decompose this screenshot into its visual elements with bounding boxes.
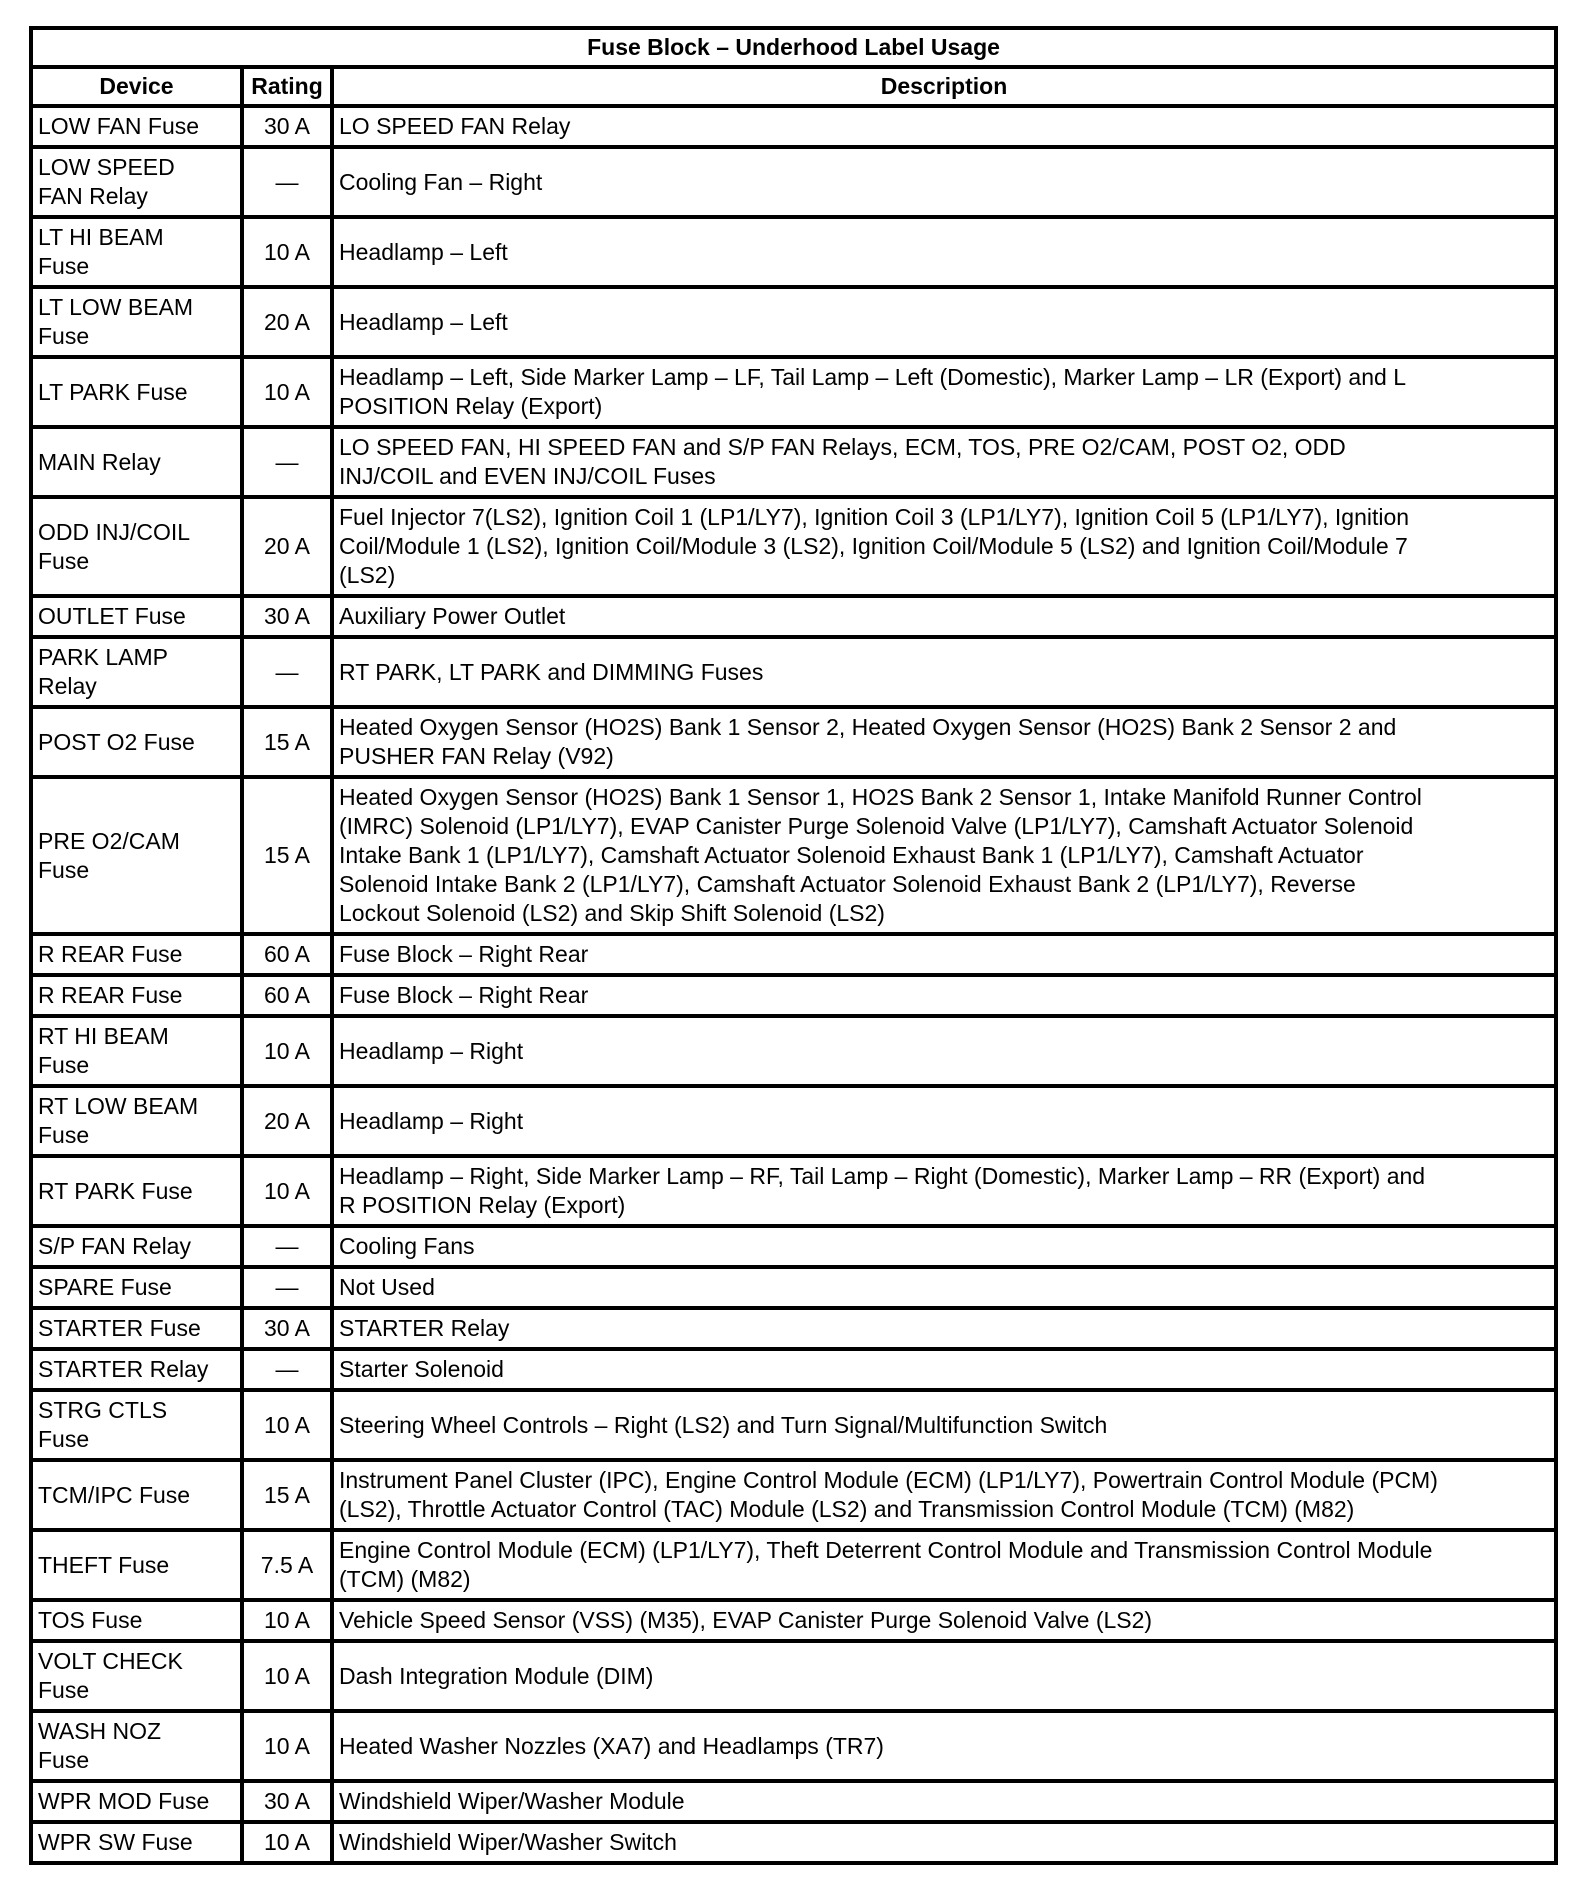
header-description: Description xyxy=(332,67,1556,106)
device-cell-line: TCM/IPC Fuse xyxy=(38,1481,191,1508)
device-cell-line: MAIN Relay xyxy=(38,448,161,475)
device-cell xyxy=(31,637,242,707)
table-row xyxy=(31,1390,1556,1460)
description-cell-line: Instrument Panel Cluster (IPC), Engine Control Module (ECM) (LP1/LY7), Powertrain Control Module (PCM) xyxy=(339,1467,1438,1493)
device-cell xyxy=(31,106,242,147)
description-cell xyxy=(332,357,1556,427)
device-cell xyxy=(31,1308,242,1349)
table-row xyxy=(31,1460,1556,1530)
description-cell xyxy=(332,1781,1556,1822)
description-cell-line: STARTER Relay xyxy=(339,1315,510,1341)
table-row xyxy=(31,1822,1556,1863)
table-row xyxy=(31,1016,1556,1086)
device-cell-line: PARK LAMP xyxy=(38,644,168,670)
table-row xyxy=(31,497,1556,596)
device-cell-line: WPR MOD Fuse xyxy=(38,1788,210,1814)
description-cell-line: POSITION Relay (Export) xyxy=(339,393,603,419)
description-cell-line: Cooling Fans xyxy=(339,1233,475,1259)
table-row xyxy=(31,1530,1556,1600)
device-cell xyxy=(31,147,242,217)
header-device: Device xyxy=(31,67,242,106)
description-cell-line: Engine Control Module (ECM) (LP1/LY7), Theft Deterrent Control Module and Transmission Control Module xyxy=(339,1537,1433,1563)
device-cell xyxy=(31,1781,242,1822)
rating-cell: — xyxy=(242,637,332,707)
rating-cell: 60 A xyxy=(242,975,332,1016)
description-cell xyxy=(332,975,1556,1016)
device-cell xyxy=(31,357,242,427)
device-cell-line: LOW SPEED xyxy=(38,154,175,180)
device-cell-line: Relay xyxy=(38,673,97,699)
rating-cell: — xyxy=(242,1267,332,1308)
device-cell-line: LT HI BEAM xyxy=(38,224,164,250)
device-cell-line: TOS Fuse xyxy=(38,1607,143,1633)
table-row xyxy=(31,1308,1556,1349)
rating-cell: 10 A xyxy=(242,1711,332,1781)
device-cell-line: OUTLET Fuse xyxy=(38,603,186,629)
table-title: Fuse Block – Underhood Label Usage xyxy=(31,28,1556,67)
rating-cell: 10 A xyxy=(242,1156,332,1226)
rating-cell: 15 A xyxy=(242,1460,332,1530)
rating-cell: 20 A xyxy=(242,497,332,596)
device-cell xyxy=(31,427,242,497)
device-cell-line: Fuse xyxy=(38,547,90,574)
device-cell-line: LOW FAN Fuse xyxy=(38,113,200,139)
description-cell-line: Heated Washer Nozzles (XA7) and Headlamps (TR7) xyxy=(339,1732,884,1759)
description-cell-line: (LS2) xyxy=(339,562,396,588)
description-cell-line: Windshield Wiper/Washer Module xyxy=(339,1788,685,1814)
device-cell-line: FAN Relay xyxy=(38,183,148,209)
device-cell-line: Fuse xyxy=(38,1122,90,1148)
description-cell xyxy=(332,147,1556,217)
table-row xyxy=(31,1086,1556,1156)
description-cell-line: Cooling Fan – Right xyxy=(339,168,543,195)
table-row xyxy=(31,637,1556,707)
device-cell-line: ODD INJ/COIL xyxy=(38,518,191,545)
device-cell xyxy=(31,1460,242,1530)
device-cell-line: VOLT CHECK xyxy=(38,1648,183,1674)
description-cell xyxy=(332,427,1556,497)
title-row xyxy=(31,28,1556,67)
description-cell-line: Heated Oxygen Sensor (HO2S) Bank 1 Sensor 2, Heated Oxygen Sensor (HO2S) Bank 2 Sensor 2 and xyxy=(339,714,1397,740)
header-row xyxy=(31,67,1556,106)
device-cell xyxy=(31,975,242,1016)
device-cell xyxy=(31,934,242,975)
rating-cell: 7.5 A xyxy=(242,1530,332,1600)
description-cell-line: LO SPEED FAN, HI SPEED FAN and S/P FAN Relays, ECM, TOS, PRE O2/CAM, POST O2, ODD xyxy=(339,434,1346,460)
fuse-block-table xyxy=(29,26,1558,1865)
description-cell xyxy=(332,637,1556,707)
device-cell-line: RT LOW BEAM xyxy=(38,1093,199,1119)
device-cell-line: LT LOW BEAM xyxy=(38,294,194,320)
description-cell-line: Windshield Wiper/Washer Switch xyxy=(339,1829,677,1855)
device-cell xyxy=(31,1641,242,1711)
description-cell-line: INJ/COIL and EVEN INJ/COIL Fuses xyxy=(339,463,716,489)
description-cell-line: Headlamp – Left, Side Marker Lamp – LF, Tail Lamp – Left (Domestic), Marker Lamp – LR (Export) and L xyxy=(339,364,1406,390)
table-row xyxy=(31,1226,1556,1267)
description-cell-line: Solenoid Intake Bank 2 (LP1/LY7), Camshaft Actuator Solenoid Exhaust Bank 2 (LP1/LY7), Reverse xyxy=(339,871,1356,897)
description-cell xyxy=(332,1822,1556,1863)
description-cell-line: (LS2), Throttle Actuator Control (TAC) Module (LS2) and Transmission Control Module (TCM) (M82) xyxy=(339,1496,1355,1522)
rating-cell: 15 A xyxy=(242,777,332,934)
device-cell-line: PRE O2/CAM xyxy=(38,827,180,854)
description-cell xyxy=(332,596,1556,637)
device-cell-line: Fuse xyxy=(38,1677,90,1703)
device-cell xyxy=(31,497,242,596)
device-cell xyxy=(31,217,242,287)
rating-cell: — xyxy=(242,1226,332,1267)
description-cell-line: PUSHER FAN Relay (V92) xyxy=(339,743,614,769)
device-cell xyxy=(31,1530,242,1600)
table-row xyxy=(31,427,1556,497)
description-cell xyxy=(332,1086,1556,1156)
description-cell xyxy=(332,1641,1556,1711)
device-cell-line: S/P FAN Relay xyxy=(38,1233,191,1259)
description-cell xyxy=(332,106,1556,147)
description-cell xyxy=(332,934,1556,975)
description-cell-line: Vehicle Speed Sensor (VSS) (M35), EVAP Canister Purge Solenoid Valve (LS2) xyxy=(339,1607,1153,1633)
rating-cell: 30 A xyxy=(242,1781,332,1822)
device-cell xyxy=(31,1016,242,1086)
device-cell-line: SPARE Fuse xyxy=(38,1274,172,1300)
description-cell-line: Headlamp – Right xyxy=(339,1107,524,1134)
table-row xyxy=(31,707,1556,777)
rating-cell: 10 A xyxy=(242,357,332,427)
description-cell xyxy=(332,1016,1556,1086)
device-cell-line: Fuse xyxy=(38,856,90,883)
description-cell-line: Fuse Block – Right Rear xyxy=(339,982,589,1008)
device-cell xyxy=(31,1822,242,1863)
table-row xyxy=(31,287,1556,357)
device-cell-line: Fuse xyxy=(38,253,90,279)
table-row xyxy=(31,934,1556,975)
description-cell xyxy=(332,497,1556,596)
description-cell xyxy=(332,1308,1556,1349)
rating-cell: 30 A xyxy=(242,1308,332,1349)
description-cell-line: Dash Integration Module (DIM) xyxy=(339,1662,654,1689)
device-cell xyxy=(31,287,242,357)
description-cell-line: Headlamp – Left xyxy=(339,238,508,265)
device-cell xyxy=(31,1086,242,1156)
device-cell-line: POST O2 Fuse xyxy=(38,728,195,755)
description-cell-line: Not Used xyxy=(339,1274,435,1300)
table-row xyxy=(31,1349,1556,1390)
device-cell xyxy=(31,1156,242,1226)
device-cell xyxy=(31,1711,242,1781)
description-cell-line: Intake Bank 1 (LP1/LY7), Camshaft Actuator Solenoid Exhaust Bank 1 (LP1/LY7), Camshaft Actuator xyxy=(339,842,1364,868)
device-cell xyxy=(31,707,242,777)
device-cell-line: R REAR Fuse xyxy=(38,941,183,967)
table-row xyxy=(31,357,1556,427)
device-cell xyxy=(31,596,242,637)
device-cell-line: STARTER Fuse xyxy=(38,1315,201,1341)
device-cell-line: WASH NOZ xyxy=(38,1718,162,1744)
device-cell xyxy=(31,1349,242,1390)
description-cell-line: Headlamp – Right xyxy=(339,1037,524,1064)
device-cell xyxy=(31,1226,242,1267)
device-cell-line: R REAR Fuse xyxy=(38,982,183,1008)
rating-cell: 20 A xyxy=(242,1086,332,1156)
device-cell xyxy=(31,1600,242,1641)
rating-cell: 10 A xyxy=(242,1600,332,1641)
device-cell xyxy=(31,1267,242,1308)
table-row xyxy=(31,1711,1556,1781)
description-cell-line: R POSITION Relay (Export) xyxy=(339,1192,626,1218)
description-cell-line: Heated Oxygen Sensor (HO2S) Bank 1 Sensor 1, HO2S Bank 2 Sensor 1, Intake Manifold Runner Control xyxy=(339,784,1422,810)
description-cell-line: RT PARK, LT PARK and DIMMING Fuses xyxy=(339,658,764,685)
device-cell-line: STRG CTLS xyxy=(38,1397,168,1423)
description-cell-line: Auxiliary Power Outlet xyxy=(339,603,566,629)
table-row xyxy=(31,1156,1556,1226)
device-cell-line: Fuse xyxy=(38,1052,90,1078)
description-cell-line: Starter Solenoid xyxy=(339,1356,504,1382)
description-cell xyxy=(332,287,1556,357)
device-cell-line: LT PARK Fuse xyxy=(38,378,188,405)
description-cell xyxy=(332,1349,1556,1390)
description-cell-line: Lockout Solenoid (LS2) and Skip Shift Solenoid (LS2) xyxy=(339,900,885,926)
table-row xyxy=(31,975,1556,1016)
table-row xyxy=(31,1781,1556,1822)
device-cell-line: RT PARK Fuse xyxy=(38,1177,193,1204)
table-row xyxy=(31,106,1556,147)
description-cell-line: (IMRC) Solenoid (LP1/LY7), EVAP Canister Purge Solenoid Valve (LP1/LY7), Camshaft Actuator Solenoid xyxy=(339,813,1414,839)
table-row xyxy=(31,147,1556,217)
rating-cell: — xyxy=(242,427,332,497)
table-row xyxy=(31,217,1556,287)
description-cell xyxy=(332,1711,1556,1781)
description-cell-line: (TCM) (M82) xyxy=(339,1566,471,1592)
description-cell xyxy=(332,217,1556,287)
rating-cell: 30 A xyxy=(242,106,332,147)
description-cell xyxy=(332,707,1556,777)
rating-cell: 10 A xyxy=(242,217,332,287)
description-cell xyxy=(332,777,1556,934)
description-cell-line: Headlamp – Right, Side Marker Lamp – RF, Tail Lamp – Right (Domestic), Marker Lamp – RR (Export) and xyxy=(339,1163,1426,1189)
device-cell-line: Fuse xyxy=(38,1747,90,1773)
device-cell-line: WPR SW Fuse xyxy=(38,1829,193,1855)
table-row xyxy=(31,1600,1556,1641)
description-cell-line: Fuel Injector 7(LS2), Ignition Coil 1 (LP1/LY7), Ignition Coil 3 (LP1/LY7), Ignition Coil 5 (LP1/LY7), Ignition xyxy=(339,504,1410,530)
device-cell-line: RT HI BEAM xyxy=(38,1023,169,1049)
description-cell-line: LO SPEED FAN Relay xyxy=(339,113,571,139)
description-cell xyxy=(332,1460,1556,1530)
rating-cell: 10 A xyxy=(242,1641,332,1711)
device-cell-line: THEFT Fuse xyxy=(38,1551,170,1578)
table-row xyxy=(31,777,1556,934)
device-cell-line: Fuse xyxy=(38,323,90,349)
rating-cell: 20 A xyxy=(242,287,332,357)
table-row xyxy=(31,1267,1556,1308)
rating-cell: — xyxy=(242,1349,332,1390)
rating-cell: 30 A xyxy=(242,596,332,637)
rating-cell: 60 A xyxy=(242,934,332,975)
rating-cell: 10 A xyxy=(242,1016,332,1086)
description-cell-line: Steering Wheel Controls – Right (LS2) and Turn Signal/Multifunction Switch xyxy=(339,1411,1108,1438)
device-cell-line: STARTER Relay xyxy=(38,1356,209,1382)
device-cell-line: Fuse xyxy=(38,1426,90,1452)
description-cell-line: Coil/Module 1 (LS2), Ignition Coil/Module 3 (LS2), Ignition Coil/Module 5 (LS2) and Ignition Coil/Module 7 xyxy=(339,533,1408,559)
table-row xyxy=(31,596,1556,637)
table-body xyxy=(31,106,1556,1863)
description-cell xyxy=(332,1226,1556,1267)
rating-cell: 10 A xyxy=(242,1822,332,1863)
description-cell xyxy=(332,1267,1556,1308)
header-rating: Rating xyxy=(242,67,332,106)
device-cell xyxy=(31,1390,242,1460)
rating-cell: — xyxy=(242,147,332,217)
description-cell xyxy=(332,1390,1556,1460)
description-cell-line: Headlamp – Left xyxy=(339,308,508,335)
description-cell xyxy=(332,1600,1556,1641)
description-cell xyxy=(332,1530,1556,1600)
table-row xyxy=(31,1641,1556,1711)
description-cell xyxy=(332,1156,1556,1226)
device-cell xyxy=(31,777,242,934)
description-cell-line: Fuse Block – Right Rear xyxy=(339,941,589,967)
rating-cell: 10 A xyxy=(242,1390,332,1460)
rating-cell: 15 A xyxy=(242,707,332,777)
